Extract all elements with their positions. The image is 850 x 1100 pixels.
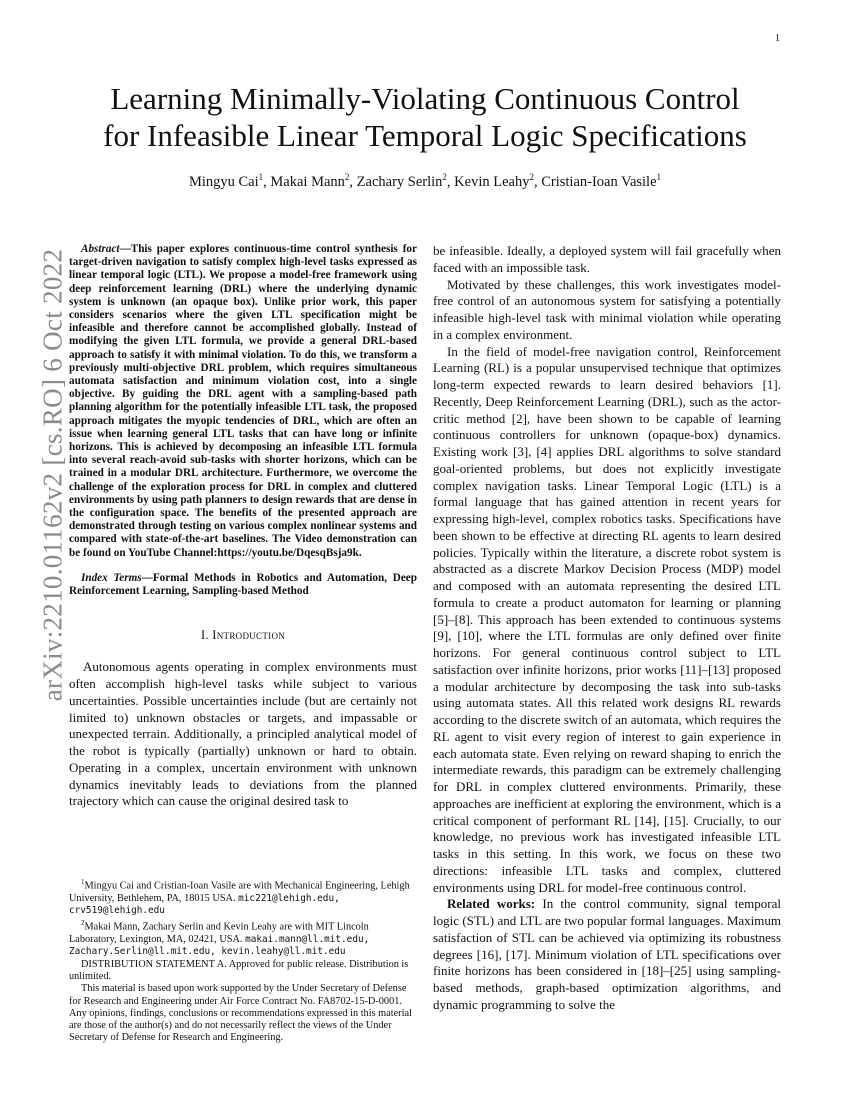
left-column [69,243,417,810]
section-heading-introduction: I. Introduction [200,628,286,643]
paragraph-intro-1: Autonomous agents operating in complex environments must often accomplish high-level tasks while subject to various uncertainties. Possible uncertainties include (but are certainly not limited to) unknown obstacles or targets, and impassable or unexpected terrain. Additionally, a principled analytical model of the robot is typically (partially) unknown or hard to obtain. Operating in a complex, uncertain environment with unknown dynamics inevitably leads to deviations from the planned trajectory which can cause the original desired task to [69,659,417,809]
paragraph-field-overview: In the field of model-free navigation control, Reinforcement Learning (RL) is a popular unsupervised technique that optimizes long-term expected rewards to learn desired behaviors [1]. Recently, Deep Reinforcement Learning (DRL), such as the actor-critic method [2], have been shown to be capable of learning continuous controllers for unknown (opaque-box) dynamics. Existing work [3], [4] applies DRL algorithms to solve standard goal-oriented problems, but does not explicitly investigate complex navigation tasks. Linear Temporal Logic (LTL) is a formal language that has gained attention in recent years for expressing high-level, complex robotics tasks. Specifications have been shown to be effective at directing RL agents to learn desired policies. Typically within the literature, a discrete robot system is abstracted as a discrete Markov Decision Process (MDP) model and composed with an automata representing the desired LTL formula to create a product automaton for learning or planning [5]–[8]. This approach has been extended to continuous systems [9], [10], where the LTL formulas are only defined over finite horizons. For general continuous control subject to LTL satisfaction over infinite horizons, prior works [11]–[13] proposed a modular architecture by decomposing the task into sub-tasks using automata states. All this related work designs RL rewards according to the discrete switch of an automata, which requires the RL agent to visit every region of interest to gain experience in each automata state. Even relying on reward shaping to enrich the intermediate rewards, this paradigm can be extremely challenging for DRL in complex cluttered environments. Primarily, these approaches are inefficient at exploring the environment, which is a critical component of performant RL [14], [15]. Crucially, to our knowledge, no previous work has investigated infeasible LTL tasks in this setting. In this work, we focus on these two directions: infeasible LTL tasks and complex, cluttered environments using DRL for model-free continuous control. [433,343,781,895]
index-terms [69,572,417,598]
title-line-2: for Infeasible Linear Temporal Logic Specifications [103,118,747,153]
paragraph-continued: be infeasible. Ideally, a deployed system will fail gracefully when faced with an impossible task. [433,243,781,275]
paragraph-motivation: Motivated by these challenges, this work investigates model-free control of an autonomous system for satisfying a potentially infeasible high-level task with minimal violation while operating in a complex environment. [433,276,781,342]
index-terms-text: —Formal Methods in Robotics and Automation, Deep Reinforcement Learning, Sampling-based Method [69,571,417,598]
abstract-label: Abstract [81,243,120,255]
distribution-statement: DISTRIBUTION STATEMENT A. Approved for public release. Distribution is unlimited. [69,958,409,982]
funding-statement: This material is based upon work supported by the Under Secretary of Defense for Research and Engineering under Air Force Contract No. FA8702-15-D-0001. Any opinions, findings, conclusions or recommendations expressed in this material are those of the author(s) and do not necessarily reflect the views of the Under Secretary of Defense for Research and Engineering. [69,983,412,1044]
footnote-2: $^2$Makai Mann, Zachary Serlin and Kevin Leahy are with MIT Lincoln Laboratory, Lexington, MA, 02421, USA. makai.mann@ll.mit.edu, Zachary.Serlin@ll.mit.edu, kevin.leahy@ll.mit.edu [69,919,370,958]
footnote-1-emails[interactable]: mic221@lehigh.edu, crv519@lehigh.edu [69,892,340,917]
page-number: 1 [775,33,780,44]
author-list [60,172,790,191]
abstract [69,243,417,560]
index-terms-label: Index Terms [81,571,142,584]
footnote-2-emails[interactable]: makai.mann@ll.mit.edu, Zachary.Serlin@ll.mit.edu, kevin.leahy@ll.mit.edu [69,934,370,958]
author: Cristian-Ioan Vasile$^1$ [541,172,662,190]
title-line-1: Learning Minimally-Violating Continuous Control [110,81,740,116]
related-works-label: Related works: [447,896,536,912]
author: Kevin Leahy$^2$, [454,172,542,190]
arxiv-stamp[interactable]: arXiv:2210.01162v2 [cs.RO] 6 Oct 2022 [37,248,68,702]
footnotes [69,876,417,1045]
footnote-1: $^1$Mingyu Cai and Cristian-Ioan Vasile are with Mechanical Engineering, Lehigh University, Bethlehem, PA, 18015 USA. mic221@lehigh.edu, crv519@lehigh.edu [69,878,410,917]
author: Zachary Serlin$^2$, [356,172,455,190]
right-column [433,243,781,1014]
paper-title [60,80,790,154]
abstract-text: —This paper explores continuous-time control synthesis for target-driven navigation to satisfy complex high-level tasks expressed as linear temporal logic (LTL). We propose a model-free framework using deep reinforcement learning (DRL) where the underlying dynamic system is unknown (an opaque box). Unlike prior work, this paper considers scenarios where the given LTL specification might be infeasible and therefore cannot be accomplished globally. Instead of modifying the given LTL formula, we provide a general DRL-based approach to satisfy it with minimal violation. To do this, we transform a previously multi-objective DRL problem, which requires simultaneous automata satisfaction and minimum violation cost, into a single objective. By guiding the DRL agent with a sampling-based path planning algorithm for the potentially infeasible LTL task, the proposed approach mitigates the myopic tendencies of DRL, which are often an issue when learning general LTL tasks that can have long or infinite horizons. This is achieved by decomposing an infeasible LTL formula into several reach-avoid sub-tasks with shorter horizons, which can be trained in a modular DRL architecture. Furthermore, we overcome the challenge of the exploration process for DRL in complex and cluttered environments by using path planners to design rewards that are dense in the configuration space. The benefits of the presented approach are demonstrated through testing on various complex nonlinear systems and compared with state-of-the-art baselines. The Video demonstration can be found on YouTube Channel:https://youtu.be/DqesqBsja9k. [69,243,417,559]
author: Mingyu Cai$^1$, [188,172,271,190]
author: Makai Mann$^2$, [270,172,357,190]
paragraph-related-works: Related works: In the control community, signal temporal logic (STL) and LTL are two popular formal languages. Maximum satisfaction of STL can be achieved via optimizing its robustness degrees [16], [17]. Minimum violation of LTL specifications over finite horizons has been considered in [18]–[25] using sampling-based methods, graph-based optimization algorithms, and dynamic programming to solve the [433,896,781,1012]
